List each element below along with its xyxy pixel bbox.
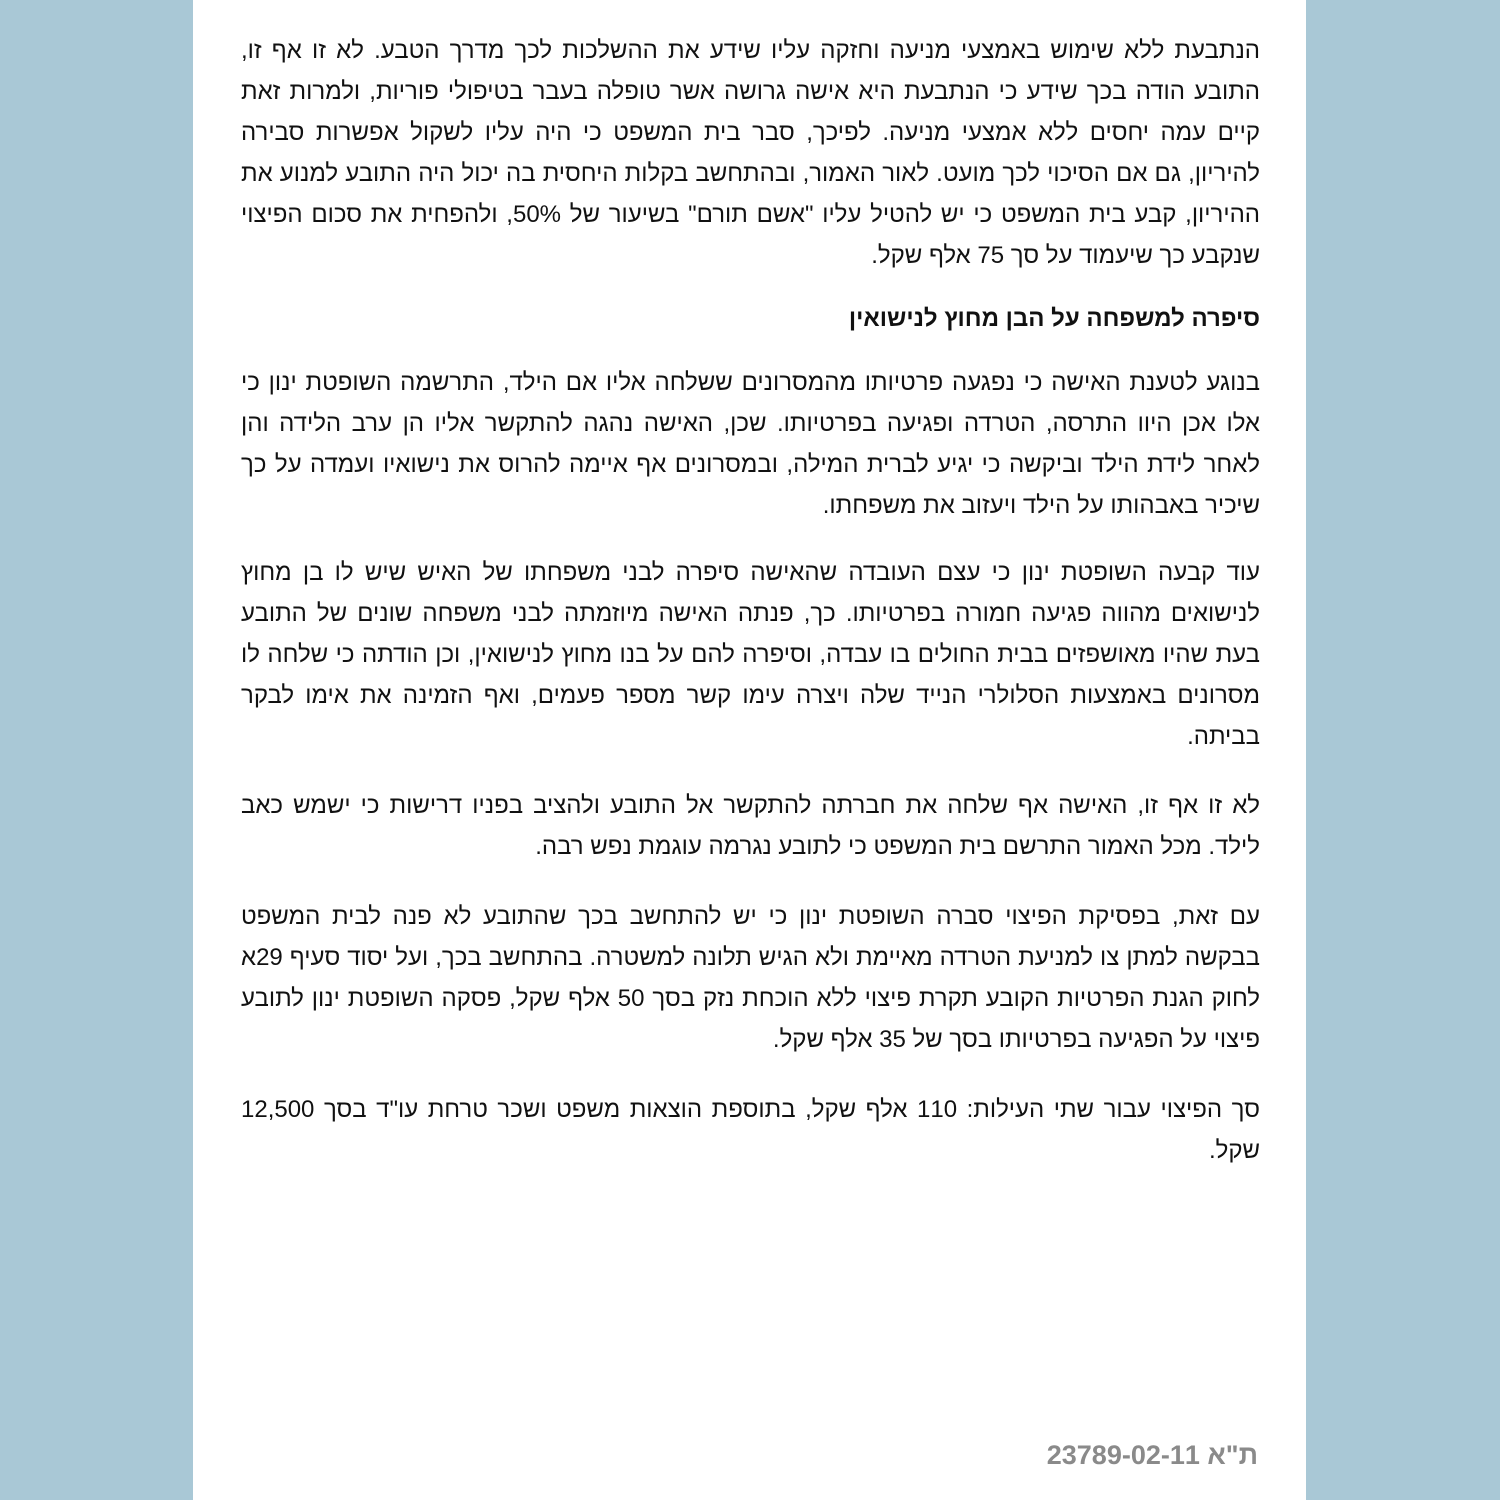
- document-body: [241, 30, 1260, 1171]
- section-heading: סיפרה למשפחה על הבן מחוץ לנישואין: [848, 305, 1260, 332]
- paragraph-compensation-ruling: עם זאת, בפסיקת הפיצוי סברה השופטת ינון כי יש להתחשב בכך שהתובע לא פנה לבית המשפט בבקשה למתן צו למניעת הטרדה מאיימת ולא הגיש תלונה למשטרה. בהתחשב בכך, ועל יסוד סעיף 29א לחוק הגנת הפרטיות הקובע תקרת פיצוי ללא הוכחת נזק בסך 50 אלף שקל, פסקה השופטת ינון לתובע פיצוי על הפגיעה בפרטיותו בסך של 35 אלף שקל.: [241, 903, 1261, 1053]
- paragraph-privacy-claim: בנוגע לטענת האישה כי נפגעה פרטיותו מהמסרונים ששלחה אליו אם הילד, התרשמה השופטת ינון כי אלו אכן היוו התרסה, הטרדה ופגיעה בפרטיותו. שכן, האישה נהגה להתקשר אליו הן ערב הלידה והן לאחר לידת הילד וביקשה כי יגיע לברית המילה, ובמסרונים אף איימה להרוס את נישואיו ועמדה על כך שיכיר באבהותו על הילד ויעזוב את משפחתו.: [241, 369, 1260, 519]
- paragraph-total-compensation: סך הפיצוי עבור שתי העילות: 110 אלף שקל, בתוספת הוצאות משפט ושכר טרחת עו"ד בסך 12,500 שקל.: [241, 1096, 1260, 1164]
- paragraph-contributory-fault: הנתבעת ללא שימוש באמצעי מניעה וחזקה עליו שידע את ההשלכות לכך מדרך הטבע. לא זו אף זו, התובע הודה בכך שידע כי הנתבעת היא אישה גרושה אשר טופלה בעבר בטיפולי פוריות, ולמרות זאת קיים עמה יחסים ללא אמצעי מניעה. לפיכך, סבר בית המשפט כי היה עליו לשקול אפשרות סבירה להיריון, גם אם הסיכוי לכך מועט. לאור האמור, ובהתחשב בקלות היחסית בה יכול היה התובע למנוע את ההיריון, קבע בית המשפט כי יש להטיל עליו "אשם תורם" בשיעור של 50%, ולהפחית את סכום הפיצוי שנקבע כך שיעמוד על סך 75 אלף שקל.: [241, 37, 1261, 269]
- paragraph-family-disclosure: עוד קבעה השופטת ינון כי עצם העובדה שהאישה סיפרה לבני משפחתו של האיש שיש לו בן מחוץ לנישואים מהווה פגיעה חמורה בפרטיותו. כך, פנתה האישה מיוזמתה לבני משפחה שונים של התובע בעת שהיו מאושפזים בבית החולים בו עבדה, וסיפרה להם על בנו מחוץ לנישואין, וכן הודתה כי שלחה לו מסרונים באמצעות הסלולרי הנייד שלה ויצרה עימו קשר מספר פעמים, ואף הזמינה את אימו לבקר בביתה.: [241, 559, 1260, 750]
- case-number: ת"א 23789-02-11: [1046, 1440, 1258, 1470]
- document-page: [193, 0, 1306, 1500]
- paragraph-friend-contact: לא זו אף זו, האישה אף שלחה את חברתה להתקשר אל התובע ולהציב בפניו דרישות כי ישמש כאב לילד. מכל האמור התרשם בית המשפט כי לתובע נגרמה עוגמת נפש רבה.: [241, 792, 1260, 860]
